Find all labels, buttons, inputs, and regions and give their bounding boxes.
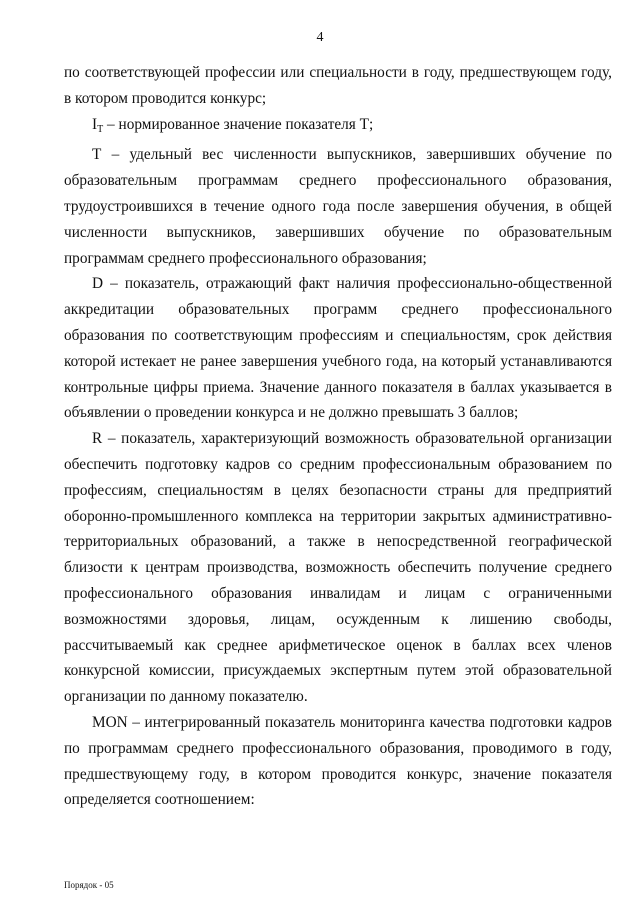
- paragraph-r-definition: R – показатель, характеризующий возможность образовательной организации обеспечить подготовку кадров со средним профессиональным образованием по профессиям, специальностям в целях безопасности страны для предприятий оборонно-промышленного комплекса на территории закрытых административно-территориальных образований, а также в непосредственной географической близости к центрам производства, возможность обеспечить получение среднего профессионального образования инвалидам и лицам с ограниченными возможностями здоровья, лицам, осужденным к лишению свободы, рассчитываемый как среднее арифметическое оценок в баллах всех членов конкурсной комиссии, присуждаемых экспертным путем этой образовательной организации по данному показателю.: [64, 430, 612, 706]
- footer-label: Порядок - 05: [64, 880, 114, 890]
- symbol-it: $I_T$: [92, 115, 104, 135]
- document-body: [64, 60, 612, 813]
- paragraph-t-definition: Т – удельный вес численности выпускников, завершивших обучение по образовательным программам среднего профессионального образования, трудоустроившихся в течение одного года после завершения обучения, в общей численности выпускников, завершивших обучение по образовательным программам среднего профессионального образования;: [64, 146, 612, 267]
- paragraph-d-definition: D – показатель, отражающий факт наличия профессионально-общественной аккредитации образовательных программ среднего профессионального образования по соответствующим профессиям и специальностям, срок действия которой истекает не ранее завершения учебного года, на который устанавливаются контрольные цифры приема. Значение данного показателя в баллах указывается в объявлении о проведении конкурса и не должно превышать 3 баллов;: [64, 275, 612, 422]
- paragraph-it-definition: $I_T$ – нормированное значение показателя Т;: [92, 115, 374, 135]
- page-number: 4: [316, 30, 324, 45]
- paragraph-mon-definition: MON – интегрированный показатель мониторинга качества подготовки кадров по программам среднего профессионального образования, проводимого в году, предшествующему году, в котором проводится конкурс, значение показателя определяется соотношением:: [64, 713, 612, 809]
- paragraph-continuation: по соответствующей профессии или специальности в году, предшествующем году, в котором проводится конкурс;: [64, 64, 612, 107]
